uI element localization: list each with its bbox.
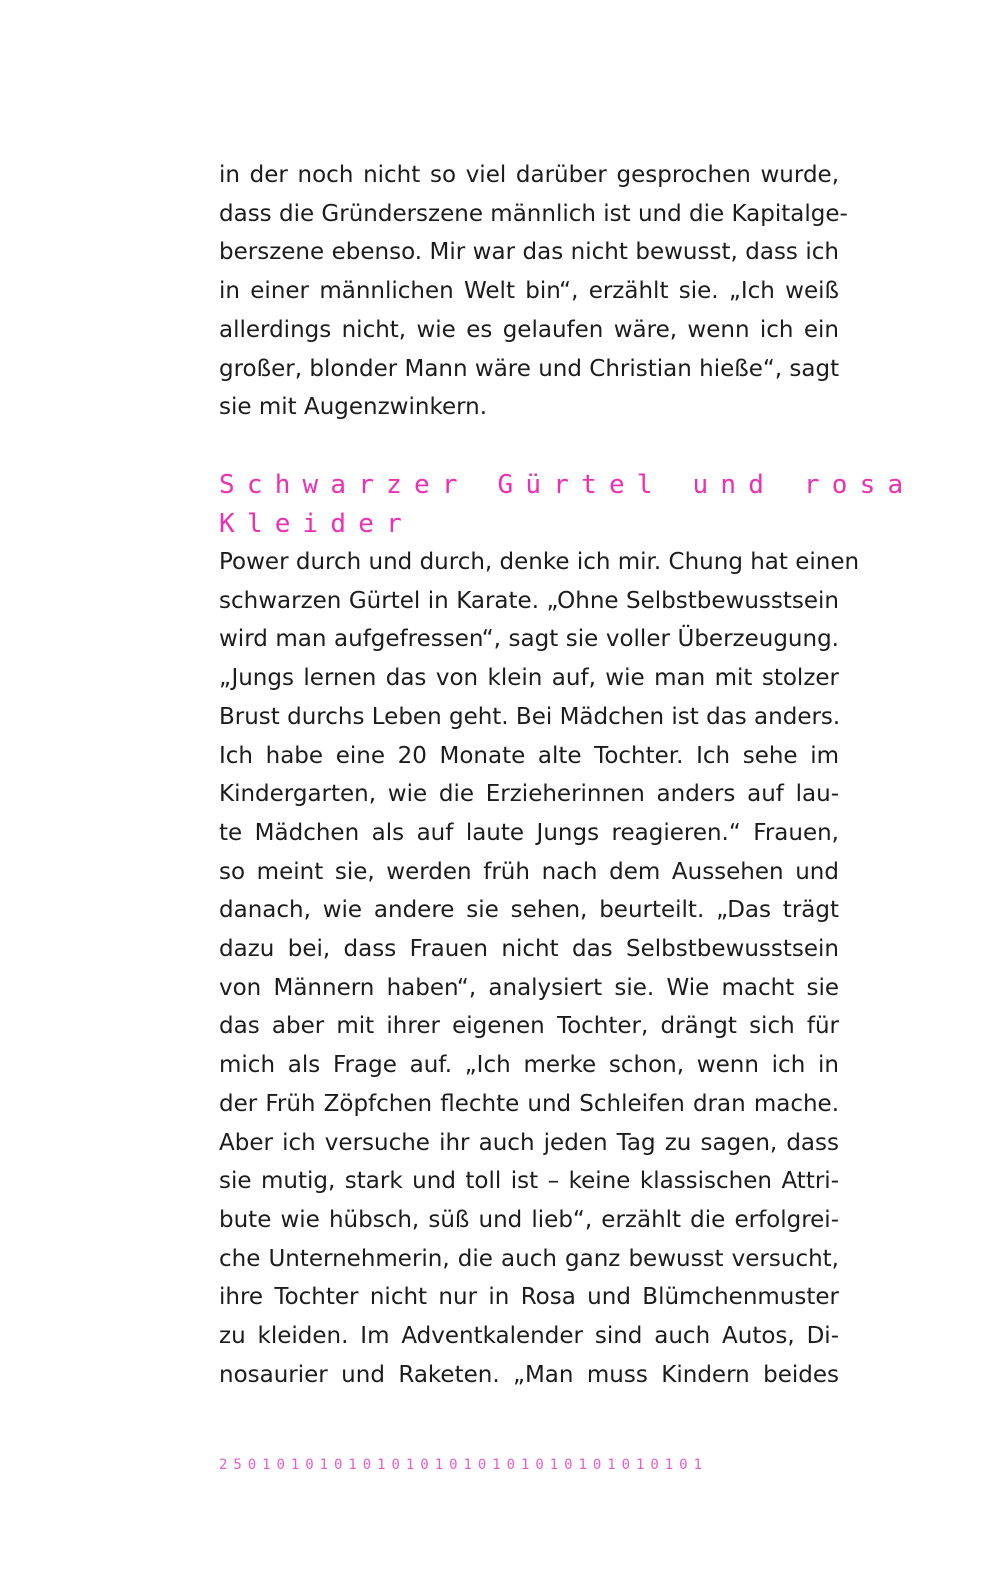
text-line: Aber ich versuche ihr auch jeden Tag zu sagen, dass bbox=[219, 1129, 839, 1156]
paragraph-1 bbox=[219, 156, 848, 427]
text-line: so meint sie, werden früh nach dem Aussehen und bbox=[219, 858, 839, 885]
text-line: zu kleiden. Im Adventkalender sind auch Autos, Di- bbox=[219, 1323, 839, 1350]
page-footer bbox=[219, 1453, 849, 1477]
text-line: berszene ebenso. Mir war das nicht bewusst, dass ich bbox=[219, 239, 839, 266]
text-line: mich als Frage auf. „Ich merke schon, wenn ich in bbox=[219, 1052, 839, 1079]
text-line: sie mutig, stark und toll ist – keine klassischen Attri- bbox=[219, 1168, 839, 1195]
binary-pattern: 01010101010101010101010101010101 bbox=[247, 1457, 708, 1473]
heading-line: Kleider bbox=[219, 508, 414, 539]
text-line: Ich habe eine 20 Monate alte Tochter. Ich sehe im bbox=[219, 742, 839, 769]
page-number: 25 bbox=[219, 1457, 248, 1473]
text-line: „Jungs lernen das von klein auf, wie man mit stolzer bbox=[219, 665, 839, 692]
text-line: sie mit Augenzwinkern. bbox=[219, 394, 488, 421]
text-line: von Männern haben“, analysiert sie. Wie macht sie bbox=[219, 974, 839, 1001]
text-line: großer, blonder Mann wäre und Christian hieße“, sagt bbox=[219, 355, 840, 382]
text-line: schwarzen Gürtel in Karate. „Ohne Selbstbewusstsein bbox=[219, 587, 839, 614]
heading-line: Schwarzer Gürtel und rosa bbox=[219, 470, 916, 500]
text-line: nosaurier und Raketen. „Man muss Kindern beides bbox=[219, 1361, 839, 1388]
paragraph-2 bbox=[219, 543, 860, 1394]
text-line: dazu bei, dass Frauen nicht das Selbstbewusstsein bbox=[219, 936, 839, 963]
text-line: che Unternehmerin, die auch ganz bewusst versucht, bbox=[219, 1245, 839, 1272]
text-line: danach, wie andere sie sehen, beurteilt. „Das trägt bbox=[219, 897, 839, 924]
text-line: Brust durchs Leben geht. Bei Mädchen ist das anders. bbox=[219, 703, 841, 730]
section-heading bbox=[219, 466, 916, 543]
text-line: wird man aufgefressen“, sagt sie voller Überzeugung. bbox=[219, 626, 839, 653]
text-line: bute wie hübsch, süß und lieb“, erzählt die erfolgrei- bbox=[219, 1206, 839, 1233]
text-line: Power durch und durch, denke ich mir. Chung hat einen bbox=[219, 549, 860, 575]
text-line: dass die Gründerszene männlich ist und die Kapitalge- bbox=[219, 200, 848, 227]
text-line: Kindergarten, wie die Erzieherinnen anders auf lau- bbox=[219, 781, 839, 808]
text-line: der Früh Zöpfchen flechte und Schleifen dran mache. bbox=[219, 1090, 839, 1117]
text-line: das aber mit ihrer eigenen Tochter, drängt sich für bbox=[219, 1013, 839, 1040]
text-line: te Mädchen als auf laute Jungs reagieren.“ Frauen, bbox=[219, 819, 839, 846]
text-line: in einer männlichen Welt bin“, erzählt sie. „Ich weiß bbox=[219, 278, 839, 305]
text-line: ihre Tochter nicht nur in Rosa und Blümchenmuster bbox=[219, 1284, 839, 1311]
text-line: allerdings nicht, wie es gelaufen wäre, wenn ich ein bbox=[219, 316, 839, 343]
text-line: in der noch nicht so viel darüber gesprochen wurde, bbox=[219, 162, 839, 188]
